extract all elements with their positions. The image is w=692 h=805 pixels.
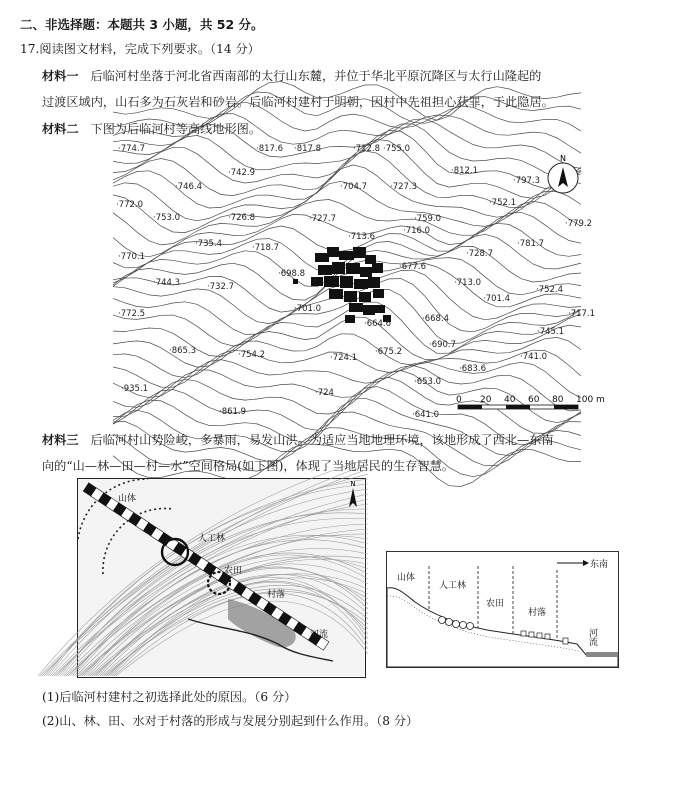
elevation-label: ·724.1 bbox=[330, 353, 358, 363]
elevation-label: ·641.0 bbox=[412, 410, 440, 420]
elevation-label: ·772.0 bbox=[116, 200, 144, 210]
profile-zone-farmland: 农田 bbox=[486, 599, 505, 609]
spatial-layout-svg bbox=[78, 479, 364, 676]
layout-label-mountain: 山体 bbox=[118, 494, 137, 504]
elevation-label: ·717.1 bbox=[568, 309, 596, 319]
elevation-label: ·653.0 bbox=[414, 377, 442, 387]
spatial-layout-map bbox=[77, 478, 366, 678]
elevation-label: ·779.2 bbox=[565, 219, 593, 229]
elevation-label: ·812.1 bbox=[451, 166, 479, 176]
elevation-label: ·704.7 bbox=[340, 182, 368, 192]
elevation-label: ·935.1 bbox=[121, 384, 149, 394]
elevation-label: ·753.0 bbox=[153, 213, 181, 223]
sub-question-2: (2)山、林、田、水对于村落的形成与发展分别起到什么作用。（8 分） bbox=[42, 714, 419, 728]
elevation-label: ·701.4 bbox=[483, 294, 511, 304]
scale-label: 80 bbox=[552, 395, 564, 405]
elevation-label: ·675.2 bbox=[375, 347, 403, 357]
question-number: 17. bbox=[20, 42, 40, 56]
material2-label: 材料二 bbox=[42, 122, 79, 136]
elevation-label: ·817.8 bbox=[294, 144, 322, 154]
elevation-label: ·677.6 bbox=[399, 262, 427, 272]
elevation-label: ·865.3 bbox=[169, 346, 197, 356]
profile-diagram bbox=[386, 551, 619, 668]
elevation-label: ·698.8 bbox=[278, 269, 306, 279]
elevation-label: ·744.3 bbox=[153, 278, 181, 288]
elevation-label: ·772.5 bbox=[118, 309, 146, 319]
elevation-label: ·742.9 bbox=[228, 168, 256, 178]
question-prompt-line bbox=[20, 41, 260, 57]
elevation-label: ·817.6 bbox=[256, 144, 284, 154]
elevation-label: ·664.6 bbox=[364, 319, 392, 329]
profile-zone-mountain: 山体 bbox=[397, 573, 416, 583]
layout-label-farmland: 农田 bbox=[224, 566, 243, 576]
layout-north-label: N bbox=[350, 480, 356, 488]
layout-label-village: 村落 bbox=[267, 590, 286, 600]
elevation-label: ·752.4 bbox=[536, 285, 564, 295]
scale-label: 0 bbox=[456, 395, 462, 405]
elevation-label: ·701.0 bbox=[294, 304, 322, 314]
scale-label: 60 bbox=[528, 395, 540, 405]
material1-line1 bbox=[42, 68, 541, 84]
elevation-label: ·774.7 bbox=[118, 144, 146, 154]
elevation-label: ·746.4 bbox=[175, 182, 203, 192]
elevation-label: ·668.4 bbox=[422, 314, 450, 324]
elevation-label: ·727.3 bbox=[390, 182, 418, 192]
scale-label: 40 bbox=[504, 395, 516, 405]
elevation-label: ·861.9 bbox=[219, 407, 247, 417]
question-prompt: 阅读图文材料，完成下列要求。（14 分） bbox=[39, 42, 260, 56]
elevation-label: ·781.7 bbox=[517, 239, 545, 249]
layout-label-forest: 人工林 bbox=[198, 534, 226, 544]
material3-label: 材料三 bbox=[42, 433, 79, 447]
elevation-label: ·690.7 bbox=[429, 340, 457, 350]
material2-line bbox=[42, 121, 261, 137]
elevation-label: ·718.7 bbox=[252, 243, 280, 253]
profile-zone-forest: 人工林 bbox=[439, 581, 467, 591]
scale-label: 100 m bbox=[576, 395, 605, 405]
elevation-label: ·724 bbox=[315, 388, 334, 398]
material1-text-1: 后临河村坐落于河北省西南部的太行山东麓，并位于华北平原沉降区与太行山隆起的 bbox=[90, 69, 542, 83]
elevation-label: ·759.0 bbox=[414, 214, 442, 224]
elevation-label: ·754.2 bbox=[238, 350, 266, 360]
profile-zone-village: 村落 bbox=[528, 608, 547, 618]
material2-text: 下图为后临河村等高线地形图。 bbox=[90, 122, 262, 136]
contour-map-svg bbox=[113, 143, 605, 420]
elevation-label: ·752.1 bbox=[489, 198, 517, 208]
material3-line1 bbox=[42, 432, 554, 448]
elevation-label: ·797.3 bbox=[513, 176, 541, 186]
elevation-label: ·770.1 bbox=[118, 252, 146, 262]
material1-line2: 过渡区域内，山石多为石灰岩和砂岩。后临河村建村于明朝，因村中先祖担心获罪，于此隐居。 bbox=[42, 95, 554, 109]
profile-zone-river: 河流 bbox=[587, 628, 597, 646]
elevation-label: ·727.7 bbox=[309, 214, 337, 224]
elevation-label: ·716.0 bbox=[403, 226, 431, 236]
elevation-label: ·728.7 bbox=[466, 249, 494, 259]
elevation-label: ·755.0 bbox=[383, 144, 411, 154]
profile-svg bbox=[387, 552, 618, 667]
elevation-label: ·713.6 bbox=[348, 232, 376, 242]
sub-question-1: (1)后临河村建村之初选择此处的原因。（6 分） bbox=[42, 690, 297, 704]
profile-direction-label: 东南 bbox=[590, 560, 609, 570]
elevation-label: ·735.4 bbox=[195, 239, 223, 249]
contour-map bbox=[113, 143, 605, 420]
elevation-label: ·745.1 bbox=[537, 327, 565, 337]
layout-label-river: 河流 bbox=[310, 630, 329, 640]
elevation-label: ·732.7 bbox=[207, 282, 235, 292]
elevation-label: ·713.0 bbox=[454, 278, 482, 288]
material3-text-1: 后临河村山势险峻，多暴雨，易发山洪。为适应当地地理环境，该地形成了西北—东南 bbox=[90, 433, 554, 447]
section-heading: 二、非选择题：本题共 3 小题，共 52 分。 bbox=[20, 17, 264, 32]
contour-north-label: N bbox=[560, 154, 566, 163]
material1-label: 材料一 bbox=[42, 69, 79, 83]
elevation-label: ·683.6 bbox=[459, 364, 487, 374]
material3-line2: 向的“山—林—田—村—水”空间格局(如下图)，体现了当地居民的生存智慧。 bbox=[42, 459, 454, 473]
elevation-label: ·712.8 bbox=[353, 144, 381, 154]
elevation-label: ·741.0 bbox=[520, 352, 548, 362]
scale-label: 20 bbox=[480, 395, 492, 405]
elevation-label: ·726.8 bbox=[228, 213, 256, 223]
